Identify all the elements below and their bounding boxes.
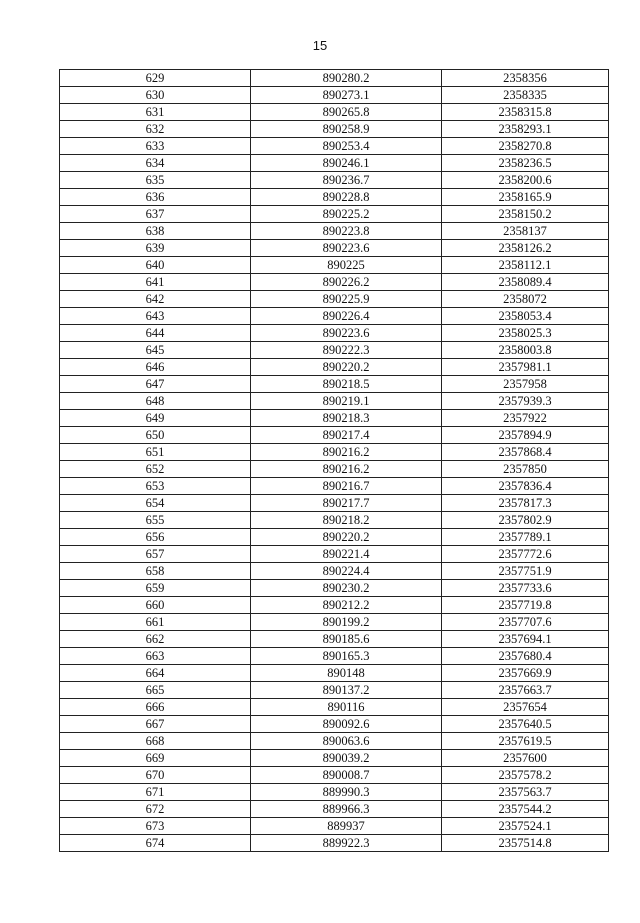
table-row	[60, 818, 609, 835]
y-coordinate-cell: 2357958	[442, 376, 609, 393]
table-row	[60, 529, 609, 546]
x-coordinate-cell: 890223.6	[251, 240, 442, 257]
point-number-cell: 661	[60, 614, 251, 631]
point-number-cell: 654	[60, 495, 251, 512]
table-row	[60, 121, 609, 138]
y-coordinate-cell: 2358025.3	[442, 325, 609, 342]
table-row	[60, 189, 609, 206]
point-number-cell: 662	[60, 631, 251, 648]
y-coordinate-cell: 2358150.2	[442, 206, 609, 223]
y-coordinate-cell: 2357868.4	[442, 444, 609, 461]
table-row	[60, 801, 609, 818]
x-coordinate-cell: 890039.2	[251, 750, 442, 767]
table-row	[60, 172, 609, 189]
point-number-cell: 671	[60, 784, 251, 801]
y-coordinate-cell: 2358072	[442, 291, 609, 308]
point-number-cell: 655	[60, 512, 251, 529]
point-number-cell: 643	[60, 308, 251, 325]
point-number-cell: 657	[60, 546, 251, 563]
y-coordinate-cell: 2358270.8	[442, 138, 609, 155]
point-number-cell: 636	[60, 189, 251, 206]
table-row	[60, 767, 609, 784]
table-row	[60, 733, 609, 750]
table-row	[60, 427, 609, 444]
table-row	[60, 240, 609, 257]
y-coordinate-cell: 2357707.6	[442, 614, 609, 631]
y-coordinate-cell: 2357524.1	[442, 818, 609, 835]
point-number-cell: 639	[60, 240, 251, 257]
table-row	[60, 784, 609, 801]
y-coordinate-cell: 2357578.2	[442, 767, 609, 784]
x-coordinate-cell: 890217.4	[251, 427, 442, 444]
x-coordinate-cell: 890220.2	[251, 359, 442, 376]
point-number-cell: 674	[60, 835, 251, 852]
point-number-cell: 642	[60, 291, 251, 308]
table-row	[60, 665, 609, 682]
x-coordinate-cell: 890218.3	[251, 410, 442, 427]
x-coordinate-cell: 890225.2	[251, 206, 442, 223]
x-coordinate-cell: 890220.2	[251, 529, 442, 546]
table-row	[60, 614, 609, 631]
y-coordinate-cell: 2358089.4	[442, 274, 609, 291]
x-coordinate-cell: 890217.7	[251, 495, 442, 512]
point-number-cell: 659	[60, 580, 251, 597]
table-row	[60, 155, 609, 172]
x-coordinate-cell: 890236.7	[251, 172, 442, 189]
x-coordinate-cell: 890185.6	[251, 631, 442, 648]
x-coordinate-cell: 890223.8	[251, 223, 442, 240]
x-coordinate-cell: 890218.2	[251, 512, 442, 529]
y-coordinate-cell: 2357544.2	[442, 801, 609, 818]
point-number-cell: 660	[60, 597, 251, 614]
y-coordinate-cell: 2358236.5	[442, 155, 609, 172]
y-coordinate-cell: 2357939.3	[442, 393, 609, 410]
point-number-cell: 648	[60, 393, 251, 410]
x-coordinate-cell: 890224.4	[251, 563, 442, 580]
x-coordinate-cell: 890148	[251, 665, 442, 682]
y-coordinate-cell: 2357802.9	[442, 512, 609, 529]
y-coordinate-cell: 2358293.1	[442, 121, 609, 138]
table-row	[60, 682, 609, 699]
point-number-cell: 672	[60, 801, 251, 818]
y-coordinate-cell: 2357850	[442, 461, 609, 478]
x-coordinate-cell: 890008.7	[251, 767, 442, 784]
table-row	[60, 699, 609, 716]
x-coordinate-cell: 890258.9	[251, 121, 442, 138]
y-coordinate-cell: 2358335	[442, 87, 609, 104]
x-coordinate-cell: 890230.2	[251, 580, 442, 597]
y-coordinate-cell: 2357640.5	[442, 716, 609, 733]
y-coordinate-cell: 2357669.9	[442, 665, 609, 682]
y-coordinate-cell: 2357981.1	[442, 359, 609, 376]
y-coordinate-cell: 2358137	[442, 223, 609, 240]
point-number-cell: 663	[60, 648, 251, 665]
point-number-cell: 647	[60, 376, 251, 393]
x-coordinate-cell: 889990.3	[251, 784, 442, 801]
point-number-cell: 652	[60, 461, 251, 478]
y-coordinate-cell: 2357680.4	[442, 648, 609, 665]
y-coordinate-cell: 2357733.6	[442, 580, 609, 597]
point-number-cell: 651	[60, 444, 251, 461]
point-number-cell: 645	[60, 342, 251, 359]
x-coordinate-cell: 890280.2	[251, 70, 442, 87]
point-number-cell: 632	[60, 121, 251, 138]
x-coordinate-cell: 889937	[251, 818, 442, 835]
y-coordinate-cell: 2358112.1	[442, 257, 609, 274]
y-coordinate-cell: 2357817.3	[442, 495, 609, 512]
x-coordinate-cell: 890226.2	[251, 274, 442, 291]
x-coordinate-cell: 890219.1	[251, 393, 442, 410]
y-coordinate-cell: 2357619.5	[442, 733, 609, 750]
point-number-cell: 637	[60, 206, 251, 223]
point-number-cell: 629	[60, 70, 251, 87]
point-number-cell: 640	[60, 257, 251, 274]
table-row	[60, 716, 609, 733]
y-coordinate-cell: 2357654	[442, 699, 609, 716]
table-row	[60, 376, 609, 393]
x-coordinate-cell: 890216.7	[251, 478, 442, 495]
x-coordinate-cell: 890222.3	[251, 342, 442, 359]
table-row	[60, 223, 609, 240]
table-row	[60, 563, 609, 580]
table-row	[60, 835, 609, 852]
x-coordinate-cell: 890223.6	[251, 325, 442, 342]
point-number-cell: 673	[60, 818, 251, 835]
x-coordinate-cell: 890221.4	[251, 546, 442, 563]
table-row	[60, 546, 609, 563]
y-coordinate-cell: 2357719.8	[442, 597, 609, 614]
point-number-cell: 658	[60, 563, 251, 580]
point-number-cell: 665	[60, 682, 251, 699]
x-coordinate-cell: 890265.8	[251, 104, 442, 121]
y-coordinate-cell: 2358126.2	[442, 240, 609, 257]
point-number-cell: 641	[60, 274, 251, 291]
table-row	[60, 461, 609, 478]
table-row	[60, 580, 609, 597]
x-coordinate-cell: 890228.8	[251, 189, 442, 206]
table-row	[60, 750, 609, 767]
table-row	[60, 648, 609, 665]
point-number-cell: 667	[60, 716, 251, 733]
coordinates-table-body	[60, 70, 609, 852]
x-coordinate-cell: 890216.2	[251, 444, 442, 461]
x-coordinate-cell: 890225	[251, 257, 442, 274]
y-coordinate-cell: 2358003.8	[442, 342, 609, 359]
y-coordinate-cell: 2357751.9	[442, 563, 609, 580]
x-coordinate-cell: 890212.2	[251, 597, 442, 614]
y-coordinate-cell: 2358315.8	[442, 104, 609, 121]
x-coordinate-cell: 889922.3	[251, 835, 442, 852]
point-number-cell: 664	[60, 665, 251, 682]
table-row	[60, 308, 609, 325]
point-number-cell: 635	[60, 172, 251, 189]
y-coordinate-cell: 2357694.1	[442, 631, 609, 648]
y-coordinate-cell: 2357563.7	[442, 784, 609, 801]
table-row	[60, 104, 609, 121]
coordinates-table	[59, 69, 609, 852]
table-row	[60, 597, 609, 614]
table-row	[60, 512, 609, 529]
y-coordinate-cell: 2357772.6	[442, 546, 609, 563]
x-coordinate-cell: 890165.3	[251, 648, 442, 665]
table-row	[60, 444, 609, 461]
table-row	[60, 359, 609, 376]
y-coordinate-cell: 2358165.9	[442, 189, 609, 206]
point-number-cell: 668	[60, 733, 251, 750]
y-coordinate-cell: 2358356	[442, 70, 609, 87]
point-number-cell: 649	[60, 410, 251, 427]
table-row	[60, 70, 609, 87]
x-coordinate-cell: 890218.5	[251, 376, 442, 393]
y-coordinate-cell: 2358200.6	[442, 172, 609, 189]
y-coordinate-cell: 2357789.1	[442, 529, 609, 546]
point-number-cell: 638	[60, 223, 251, 240]
x-coordinate-cell: 889966.3	[251, 801, 442, 818]
table-row	[60, 87, 609, 104]
table-row	[60, 410, 609, 427]
table-row	[60, 291, 609, 308]
point-number-cell: 633	[60, 138, 251, 155]
point-number-cell: 644	[60, 325, 251, 342]
point-number-cell: 669	[60, 750, 251, 767]
x-coordinate-cell: 890225.9	[251, 291, 442, 308]
point-number-cell: 646	[60, 359, 251, 376]
point-number-cell: 631	[60, 104, 251, 121]
x-coordinate-cell: 890199.2	[251, 614, 442, 631]
y-coordinate-cell: 2357663.7	[442, 682, 609, 699]
table-row	[60, 393, 609, 410]
x-coordinate-cell: 890092.6	[251, 716, 442, 733]
y-coordinate-cell: 2357922	[442, 410, 609, 427]
x-coordinate-cell: 890253.4	[251, 138, 442, 155]
y-coordinate-cell: 2357894.9	[442, 427, 609, 444]
x-coordinate-cell: 890226.4	[251, 308, 442, 325]
point-number-cell: 650	[60, 427, 251, 444]
table-row	[60, 274, 609, 291]
table-row	[60, 631, 609, 648]
y-coordinate-cell: 2358053.4	[442, 308, 609, 325]
table-row	[60, 206, 609, 223]
point-number-cell: 653	[60, 478, 251, 495]
table-row	[60, 138, 609, 155]
x-coordinate-cell: 890116	[251, 699, 442, 716]
table-row	[60, 257, 609, 274]
table-row	[60, 342, 609, 359]
table-row	[60, 478, 609, 495]
point-number-cell: 670	[60, 767, 251, 784]
x-coordinate-cell: 890273.1	[251, 87, 442, 104]
x-coordinate-cell: 890216.2	[251, 461, 442, 478]
point-number-cell: 630	[60, 87, 251, 104]
point-number-cell: 656	[60, 529, 251, 546]
table-row	[60, 495, 609, 512]
point-number-cell: 634	[60, 155, 251, 172]
x-coordinate-cell: 890246.1	[251, 155, 442, 172]
y-coordinate-cell: 2357514.8	[442, 835, 609, 852]
page-number: 15	[312, 38, 328, 53]
x-coordinate-cell: 890063.6	[251, 733, 442, 750]
x-coordinate-cell: 890137.2	[251, 682, 442, 699]
y-coordinate-cell: 2357836.4	[442, 478, 609, 495]
table-row	[60, 325, 609, 342]
y-coordinate-cell: 2357600	[442, 750, 609, 767]
point-number-cell: 666	[60, 699, 251, 716]
